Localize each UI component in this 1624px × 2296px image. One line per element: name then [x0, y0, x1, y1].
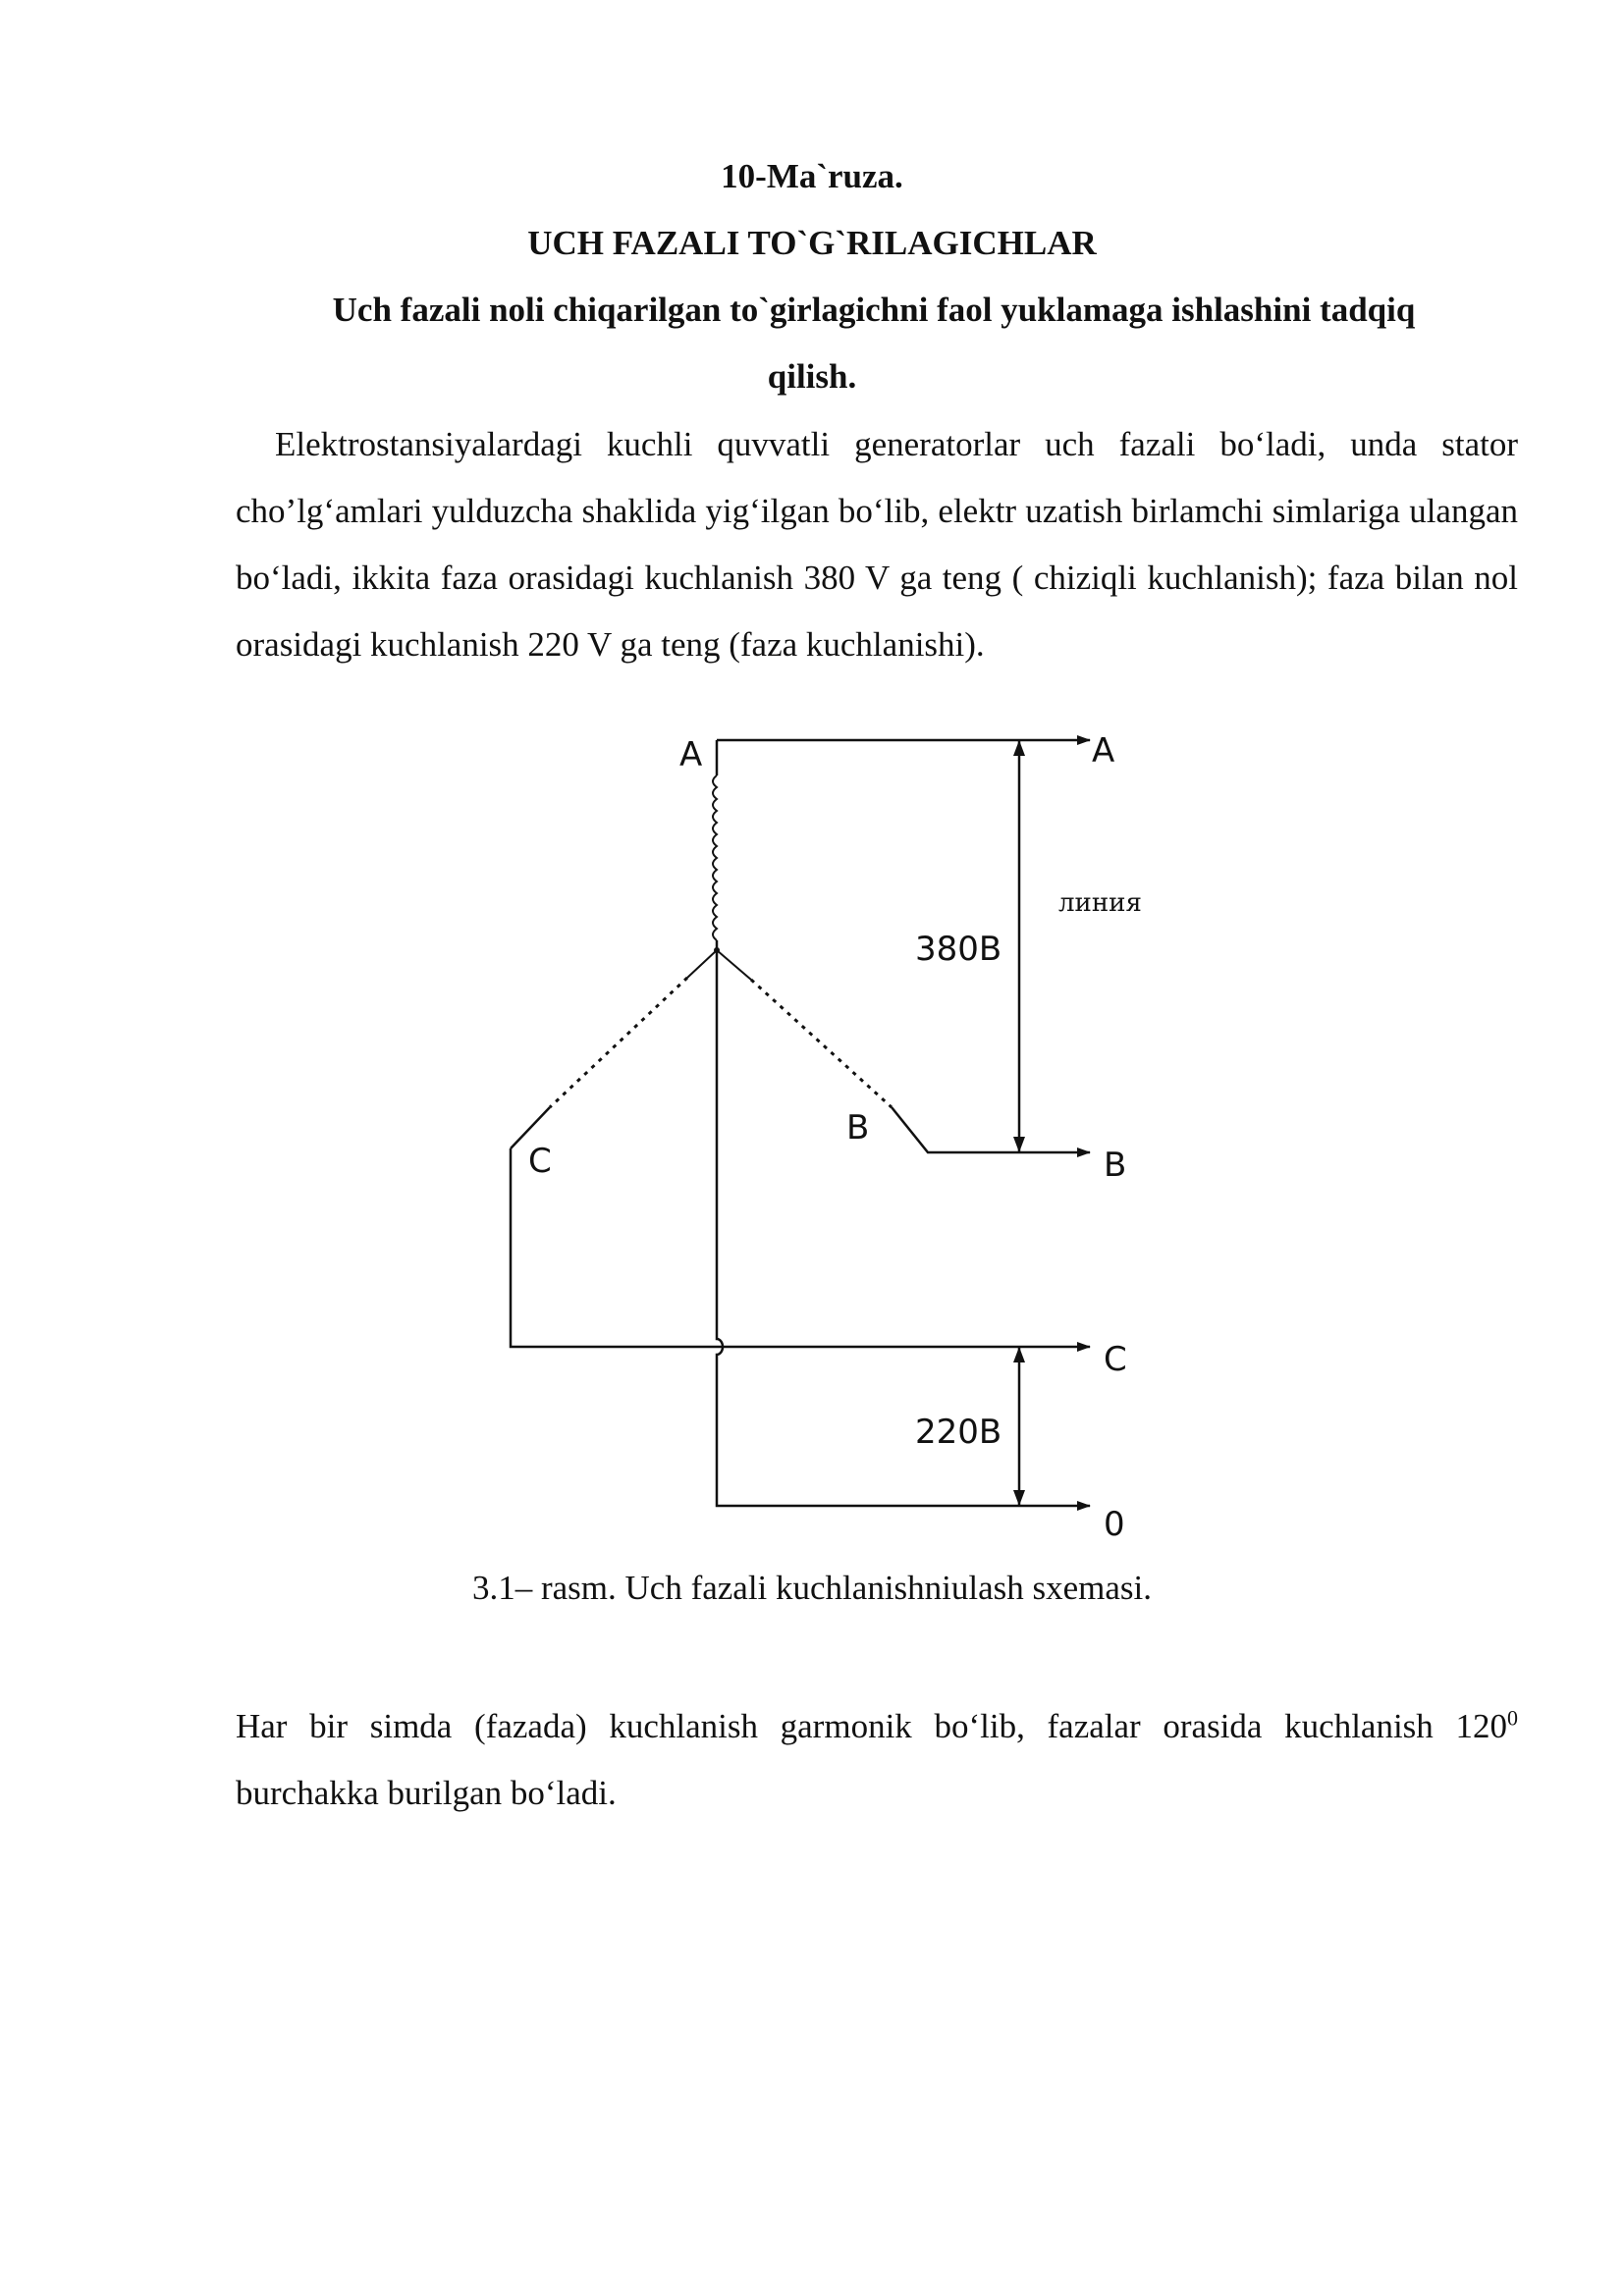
line-word-label: линия: [1058, 888, 1142, 918]
winding-c-coil: [550, 978, 687, 1107]
terminal-label-c: C: [1104, 1340, 1127, 1379]
figure-caption: 3.1– rasm. Uch fazali kuchlanishniulash sxemasi.: [471, 1569, 1153, 1607]
wire-c: [511, 1148, 1090, 1347]
dimension-380-arrow-bottom: [1013, 1137, 1025, 1152]
terminal-label-a: A: [1092, 731, 1115, 771]
wire-b: [892, 1107, 1090, 1152]
neutral-wire: [717, 950, 1090, 1506]
degree-superscript: 0: [1507, 1705, 1518, 1731]
line-voltage-label: 380B: [915, 930, 1002, 969]
lecture-number: 10-Ma`ruza.: [721, 157, 903, 195]
dimension-380-arrow-top: [1013, 740, 1025, 756]
winding-b-coil: [751, 980, 892, 1107]
terminal-label-0: 0: [1104, 1505, 1125, 1544]
winding-label-b: B: [846, 1108, 870, 1148]
dimension-220-arrow-bottom: [1013, 1490, 1025, 1506]
winding-b-lead: [717, 950, 751, 980]
intro-paragraph: Elektrostansiyalardagi kuchli quvvatli generatorlar uch fazali bo‘ladi, unda stator cho’lg‘amlari yulduzcha shaklida yig‘ilgan bo‘lib, elektr uzatish birlamchi simlariga ulangan bo‘ladi, ikkita faza orasidagi kuchlanish 380 V ga teng ( chiziqli kuchlanish); faza bilan nol orasidagi kuchlanish 220 V ga teng (faza kuchlanishi).: [236, 425, 1518, 664]
winding-label-a: A: [679, 735, 703, 774]
dimension-220-arrow-top: [1013, 1347, 1025, 1362]
winding-label-c: C: [528, 1142, 552, 1181]
terminal-label-b: B: [1104, 1146, 1127, 1185]
closing-text-part2: burchakka burilgan bo‘ladi.: [236, 1774, 617, 1812]
winding-a-coil: [713, 775, 717, 940]
section-title-line2: qilish.: [767, 357, 857, 396]
closing-text-part1: Har bir simda (fazada) kuchlanish garmonik bo‘lib, fazalar orasida kuchlanish 120: [236, 1707, 1507, 1745]
closing-paragraph: [236, 1693, 1518, 1827]
phase-voltage-label: 220B: [915, 1413, 1002, 1452]
winding-c-lead: [687, 950, 717, 978]
lecture-title: UCH FAZALI TO`G`RILAGICHLAR: [527, 224, 1097, 262]
section-title-line1: Uch fazali noli chiqarilgan to`girlagichni faol yuklamaga ishlashini tadqiq: [332, 291, 1416, 329]
